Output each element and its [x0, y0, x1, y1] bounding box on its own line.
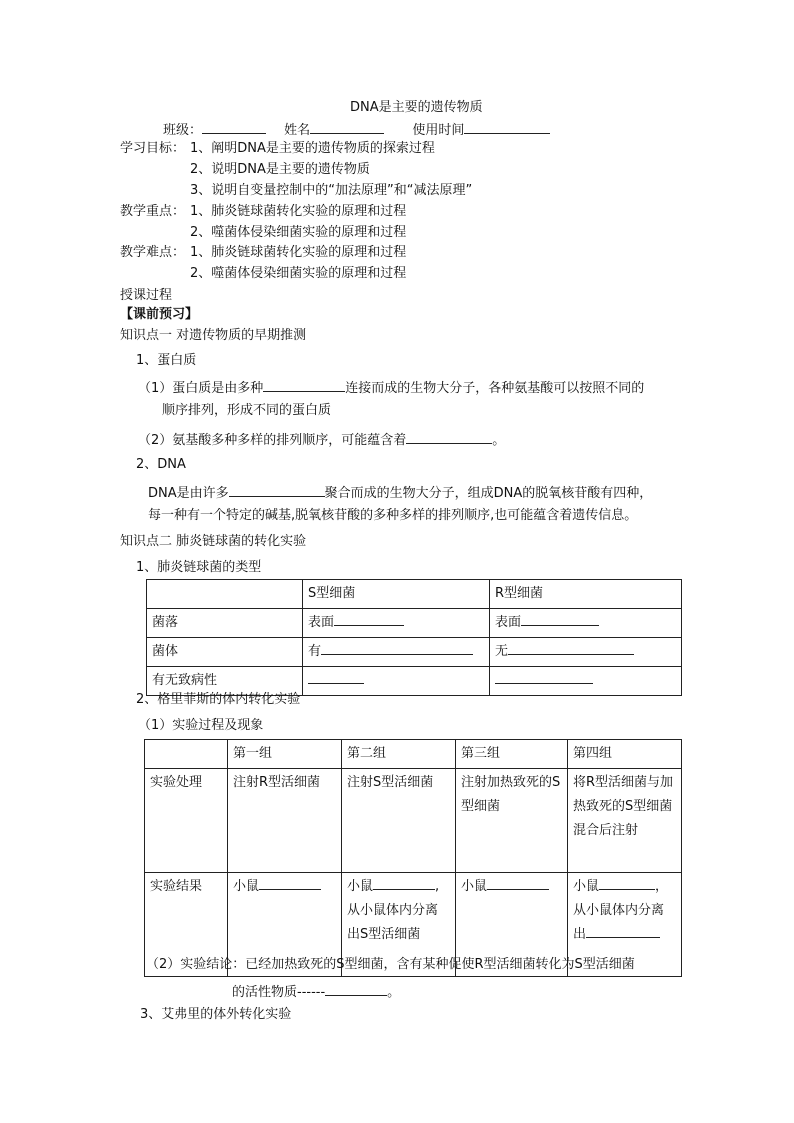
table-cell [145, 740, 228, 769]
protein-text-2a: （2）氨基酸多种多样的排列顺序，可能蕴含着 [138, 433, 407, 448]
result-3-blank[interactable] [487, 876, 549, 890]
table-cell: 小鼠 [456, 873, 568, 977]
table-cell: 小鼠 ，从小鼠体内分离出 [568, 873, 682, 977]
key-points-label: 教学重点： [120, 204, 186, 219]
row-label: 实验处理 [145, 769, 228, 873]
row-label: 实验结果 [145, 873, 228, 977]
conclusion-line-1: （2）实验结论：已经加热致死的S型细菌，含有某种促使R型活细菌转化为S型活细菌 [146, 957, 635, 972]
difficult-points-label: 教学难点： [120, 245, 186, 260]
result-2-blank[interactable] [373, 876, 435, 890]
kp1-heading: 知识点一 对遗传物质的早期推测 [120, 328, 307, 343]
header-row [163, 120, 550, 139]
class-label: 班级： [163, 123, 203, 138]
griffith-heading: 2、格里菲斯的体内转化实验 [136, 692, 301, 707]
process-label: 授课过程 [120, 288, 173, 303]
protein-line-2 [138, 430, 505, 449]
key-point-item: 2、噬菌体侵染细菌实验的原理和过程 [190, 225, 407, 240]
table-row [147, 638, 682, 667]
table-cell: 表面 [303, 609, 490, 638]
table-cell: 有 [303, 638, 490, 667]
nucleotide-blank[interactable] [229, 483, 325, 497]
transforming-factor-blank[interactable] [325, 982, 387, 996]
table-cell: 无 [490, 638, 682, 667]
difficult-point-item: 1、肺炎链球菌转化实验的原理和过程 [190, 245, 407, 260]
page-title: DNA是主要的遗传物质 [350, 100, 483, 115]
time-label: 使用时间 [412, 123, 465, 138]
dna-heading: 2、DNA [136, 457, 186, 472]
conclusion-line-2 [232, 982, 400, 1001]
virulence-s-blank[interactable] [308, 670, 364, 684]
protein-line-1c: 顺序排列，形成不同的蛋白质 [162, 403, 332, 418]
difficult-point-item: 2、噬菌体侵染细菌实验的原理和过程 [190, 266, 407, 281]
colony-s-blank[interactable] [334, 612, 404, 626]
time-blank[interactable] [464, 120, 550, 134]
dna-text-b: 聚合而成的生物大分子，组成DNA的脱氧核苷酸有四种， [324, 486, 653, 501]
genetic-info-blank[interactable] [406, 430, 492, 444]
name-blank[interactable] [310, 120, 384, 134]
table-cell: 将R型活细菌与加热致死的S型细菌混合后注射 [568, 769, 682, 873]
griffith-subheading: （1）实验过程及现象 [138, 718, 264, 733]
bacteria-types-table [146, 579, 682, 696]
dna-line-2: 每一种有一个特定的碱基,脱氧核苷酸的多种多样的排列顺序,也可能蕴含着遗传信息。 [148, 508, 638, 523]
name-label: 姓名 [284, 123, 311, 138]
objective-item: 3、说明自变量控制中的“加法原理”和“减法原理” [190, 183, 473, 198]
protein-text-2b: 。 [492, 433, 506, 448]
amino-acid-blank[interactable] [263, 378, 345, 392]
preview-label: 【课前预习】 [120, 307, 199, 322]
table-cell [303, 667, 490, 696]
row-label: 菌体 [147, 638, 303, 667]
capsule-s-blank[interactable] [321, 641, 473, 655]
table-header: 第一组 [228, 740, 342, 769]
kp2-heading: 知识点二 肺炎链球菌的转化实验 [120, 534, 307, 549]
table-cell: 注射R型活细菌 [228, 769, 342, 873]
table-row [147, 580, 682, 609]
avery-heading: 3、艾弗里的体外转化实验 [140, 1007, 292, 1022]
table-cell: 小鼠 ,从小鼠体内分离出S型活细菌 [342, 873, 456, 977]
result-4-blank[interactable] [599, 876, 655, 890]
table-cell: 小鼠 [228, 873, 342, 977]
table-cell: 表面 [490, 609, 682, 638]
dna-line-1 [148, 483, 652, 502]
experiment-table [144, 739, 682, 977]
objective-item: 2、说明DNA是主要的遗传物质 [190, 162, 370, 177]
protein-heading: 1、蛋白质 [136, 353, 197, 368]
row-label: 菌落 [147, 609, 303, 638]
protein-text-1b: 连接而成的生物大分子，各种氨基酸可以按照不同的 [345, 381, 645, 396]
table-header: 第四组 [568, 740, 682, 769]
virulence-r-blank[interactable] [495, 670, 593, 684]
conclusion-text-c: 。 [387, 985, 401, 1000]
protein-line-1 [138, 378, 644, 397]
conclusion-text-b: 的活性物质------ [232, 985, 326, 1000]
table-cell: 注射S型活细菌 [342, 769, 456, 873]
table-header: S型细菌 [303, 580, 490, 609]
objective-item: 1、阐明DNA是主要的遗传物质的探索过程 [190, 141, 435, 156]
class-blank[interactable] [202, 120, 266, 134]
table-header: R型细菌 [490, 580, 682, 609]
table-row [145, 769, 682, 873]
result-4-isolate-blank[interactable] [586, 924, 660, 938]
protein-text-1a: （1）蛋白质是由多种 [138, 381, 264, 396]
row-label: 有无致病性 [147, 667, 303, 696]
colony-r-blank[interactable] [521, 612, 599, 626]
types-heading: 1、肺炎链球菌的类型 [136, 560, 262, 575]
dna-text-a: DNA是由许多 [148, 486, 229, 501]
table-row [145, 740, 682, 769]
table-row [147, 609, 682, 638]
table-cell: 注射加热致死的S型细菌 [456, 769, 568, 873]
objectives-label: 学习目标： [120, 141, 186, 156]
capsule-r-blank[interactable] [508, 641, 634, 655]
table-header: 第三组 [456, 740, 568, 769]
table-cell [490, 667, 682, 696]
table-cell [147, 580, 303, 609]
result-1-blank[interactable] [259, 876, 321, 890]
table-header: 第二组 [342, 740, 456, 769]
key-point-item: 1、肺炎链球菌转化实验的原理和过程 [190, 204, 407, 219]
